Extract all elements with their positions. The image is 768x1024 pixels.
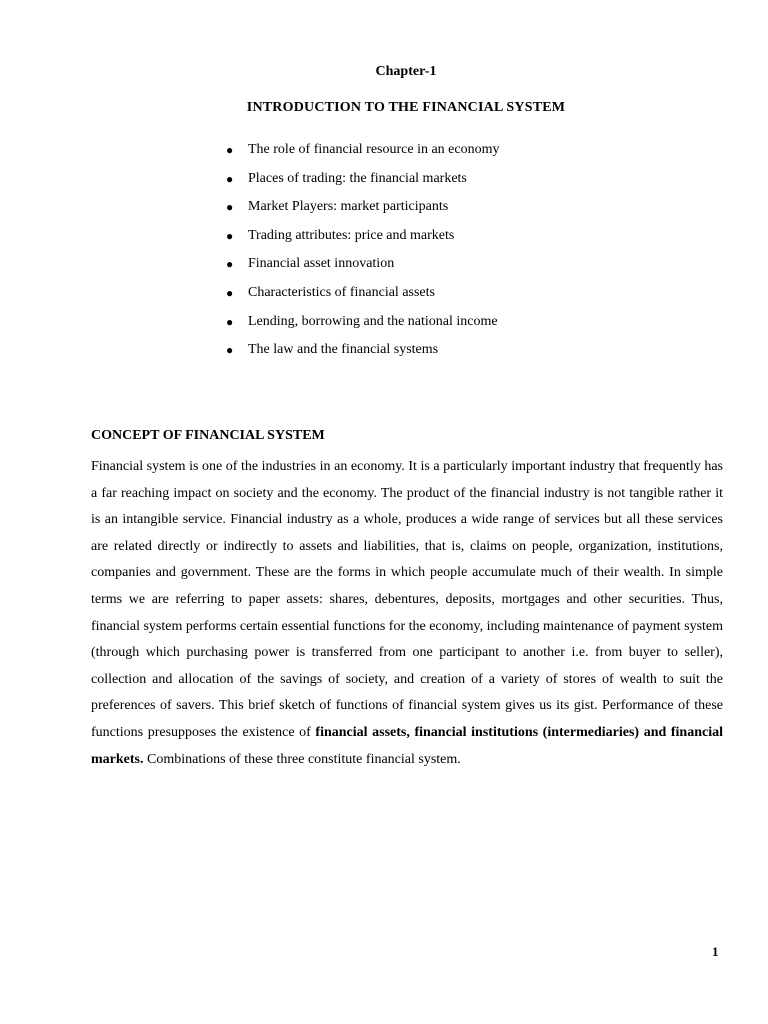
topic-text: Lending, borrowing and the national income	[248, 313, 498, 329]
topic-text: Financial asset innovation	[248, 256, 395, 272]
body-paragraph	[91, 454, 723, 773]
topic-text: Places of trading: the financial markets	[248, 170, 467, 186]
bullet-icon: ●	[226, 143, 234, 157]
topic-item	[226, 198, 500, 227]
chapter-title: INTRODUCTION TO THE FINANCIAL SYSTEM	[246, 100, 566, 115]
topic-item	[226, 341, 500, 370]
topic-text: Trading attributes: price and markets	[248, 227, 455, 243]
bullet-icon: ●	[226, 171, 234, 186]
topic-text: Characteristics of financial assets	[248, 284, 435, 300]
bullet-icon: ●	[226, 285, 234, 300]
topic-item	[226, 227, 500, 256]
topic-item	[226, 313, 500, 342]
topic-list	[226, 141, 500, 370]
topic-item	[226, 170, 500, 199]
paragraph-bold-text: financial assets, financial institutions (intermediaries) and financial markets.	[91, 724, 723, 767]
bullet-icon: ●	[226, 257, 234, 272]
page-number: 1	[712, 944, 719, 959]
section-heading: CONCEPT OF FINANCIAL SYSTEM	[91, 428, 325, 443]
bullet-icon: ●	[226, 200, 234, 215]
topic-item	[226, 284, 500, 313]
topic-text: The law and the financial systems	[248, 342, 439, 358]
chapter-label: Chapter-1	[375, 64, 437, 79]
topic-text: The role of financial resource in an economy	[248, 142, 500, 157]
topic-item	[226, 141, 500, 170]
bullet-icon: ●	[226, 314, 234, 329]
paragraph-text-end: Combinations of these three constitute financial system.	[143, 751, 461, 767]
topic-text: Market Players: market participants	[248, 199, 449, 215]
bullet-icon: ●	[226, 228, 234, 243]
bullet-icon: ●	[226, 343, 234, 358]
paragraph-text: Financial system is one of the industries in an economy. It is a particularly important industry that frequently has a far reaching impact on society and the economy. The product of the financial industry is not tangible rather it is an intangible service. Financial industry as a whole, produces a wide range of services but all these services are related directly or indirectly to assets and liabilities, that is, claims on people, organization, institutions, companies and government. These are the forms in which people accumulate much of their wealth. In simple terms we are referring to paper assets: shares, debentures, deposits, mortgages and other securities. Thus, financial system performs certain essential functions for the economy, including maintenance of payment system (through which purchasing power is transferred from one participant to another i.e. from buyer to seller), collection and allocation of the savings of society, and creation of a variety of stores of wealth to suit the preferences of savers. This brief sketch of functions of financial system gives us its gist. Performance of these functions presupposes the existence of	[91, 459, 724, 740]
topic-item	[226, 255, 500, 284]
